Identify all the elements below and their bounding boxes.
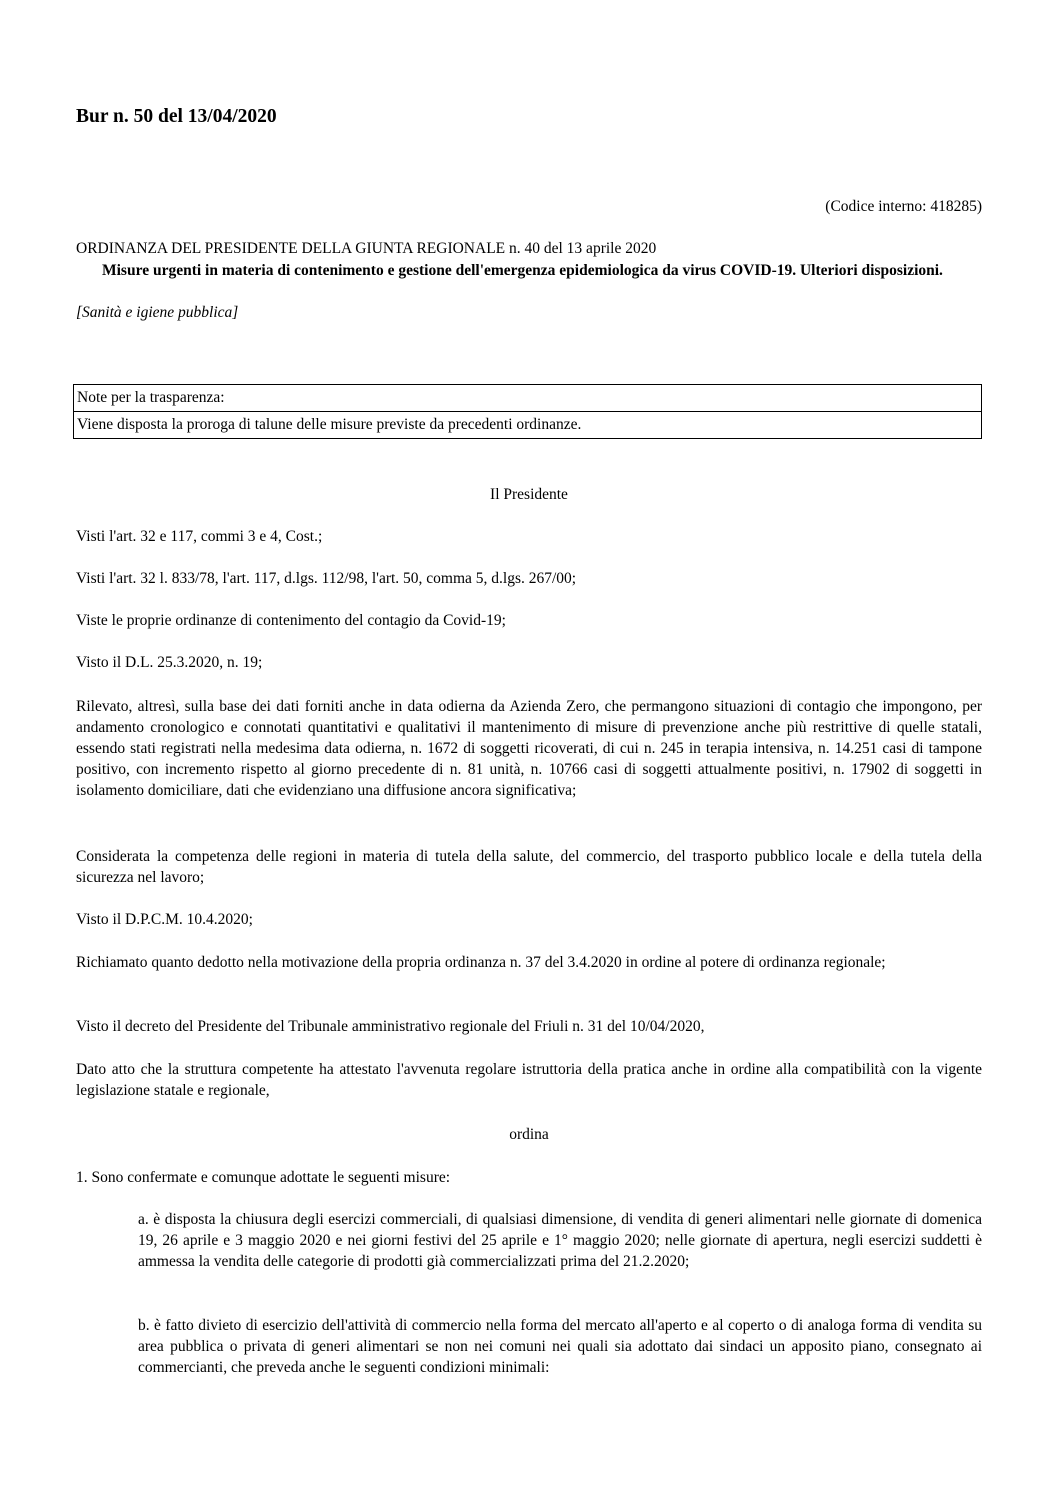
paragraph-tar-decree: Visto il decreto del Presidente del Tribunale amministrativo regionale del Friuli n. 31 del 10/04/2020, bbox=[76, 1018, 705, 1035]
paragraph-laws: Visti l'art. 32 l. 833/78, l'art. 117, d.lgs. 112/98, l'art. 50, comma 5, d.lgs. 267/00; bbox=[76, 570, 577, 587]
paragraph-ordinance-37: Richiamato quanto dedotto nella motivazione della propria ordinanza n. 37 del 3.4.2020 in ordine al potere di ordinanza regionale; bbox=[76, 954, 886, 971]
paragraph-competence: Considerata la competenza delle regioni in materia di tutela della salute, del commercio, del trasporto pubblico locale e della tutela della sicurezza nel lavoro; bbox=[76, 848, 982, 886]
transparency-note-text: Viene disposta la proroga di talune delle misure previste da precedenti ordinanze. bbox=[74, 411, 981, 438]
paragraph-contagion-data: Rilevato, altresì, sulla base dei dati forniti anche in data odierna da Azienda Zero, che permangono situazioni di contagio che impongono, per andamento cronologico e connotati quantitativi e qualitativi il mantenimento di misure di prevenzione anche più restrittive di quelle statali, essendo stati registrati nella medesima data odierna, n. 1672 di soggetti ricoverati, di cui n. 245 in terapia intensiva, n. 14.251 casi di tampone positivo, con incremento rispetto al giorno precedente di n. 81 unità, n. 10766 casi di soggetti attualmente positivi, n. 17902 di soggetti in isolamento domiciliare, dati che evidenziano una diffusione ancora significativa; bbox=[76, 698, 982, 799]
ordina-heading: ordina bbox=[509, 1126, 549, 1143]
ordinance-subject: Misure urgenti in materia di contenimento e gestione dell'emergenza epidemiologica da virus COVID-19. Ulteriori disposizioni. bbox=[102, 262, 943, 279]
transparency-note-label: Note per la trasparenza: bbox=[77, 389, 225, 406]
paragraph-decree-law: Visto il D.L. 25.3.2020, n. 19; bbox=[76, 654, 263, 671]
ordinance-title: ORDINANZA DEL PRESIDENTE DELLA GIUNTA REGIONALE n. 40 del 13 aprile 2020 bbox=[76, 240, 657, 257]
internal-code: (Codice interno: 418285) bbox=[825, 198, 982, 215]
ordinance-category: [Sanità e igiene pubblica] bbox=[76, 304, 239, 321]
list-item-a: a. è disposta la chiusura degli esercizi commerciali, di qualsiasi dimensione, di vendita di generi alimentari nelle giornate di domenica 19, 26 aprile e 3 maggio 2020 e nei giorni festivi del 25 aprile e 1° maggio 2020; nelle giornate di apertura, negli esercizi suddetti è ammessa la vendita delle categorie di prodotti già commercializzati prima del 21.2.2020; bbox=[138, 1211, 982, 1270]
paragraph-dpcm: Visto il D.P.C.M. 10.4.2020; bbox=[76, 911, 253, 928]
bur-heading: Bur n. 50 del 13/04/2020 bbox=[76, 106, 277, 127]
paragraph-constitution: Visti l'art. 32 e 117, commi 3 e 4, Cost.; bbox=[76, 528, 323, 545]
list-item-1: 1. Sono confermate e comunque adottate le seguenti misure: bbox=[76, 1169, 451, 1186]
paragraph-ordinances: Viste le proprie ordinanze di contenimento del contagio da Covid-19; bbox=[76, 612, 506, 629]
transparency-note-box bbox=[73, 384, 982, 439]
president-heading: Il Presidente bbox=[490, 486, 568, 503]
paragraph-compatibility: Dato atto che la struttura competente ha attestato l'avvenuta regolare istruttoria della pratica anche in ordine alla compatibilità con la vigente legislazione statale e regionale, bbox=[76, 1061, 982, 1099]
list-item-b: b. è fatto divieto di esercizio dell'attività di commercio nella forma del mercato all'aperto e al coperto o di analoga forma di vendita su area pubblica o privata di generi alimentari se non nei comuni nei quali sia adottato dai sindaci un apposito piano, consegnato ai commercianti, che preveda anche le seguenti condizioni minimali: bbox=[138, 1317, 982, 1376]
